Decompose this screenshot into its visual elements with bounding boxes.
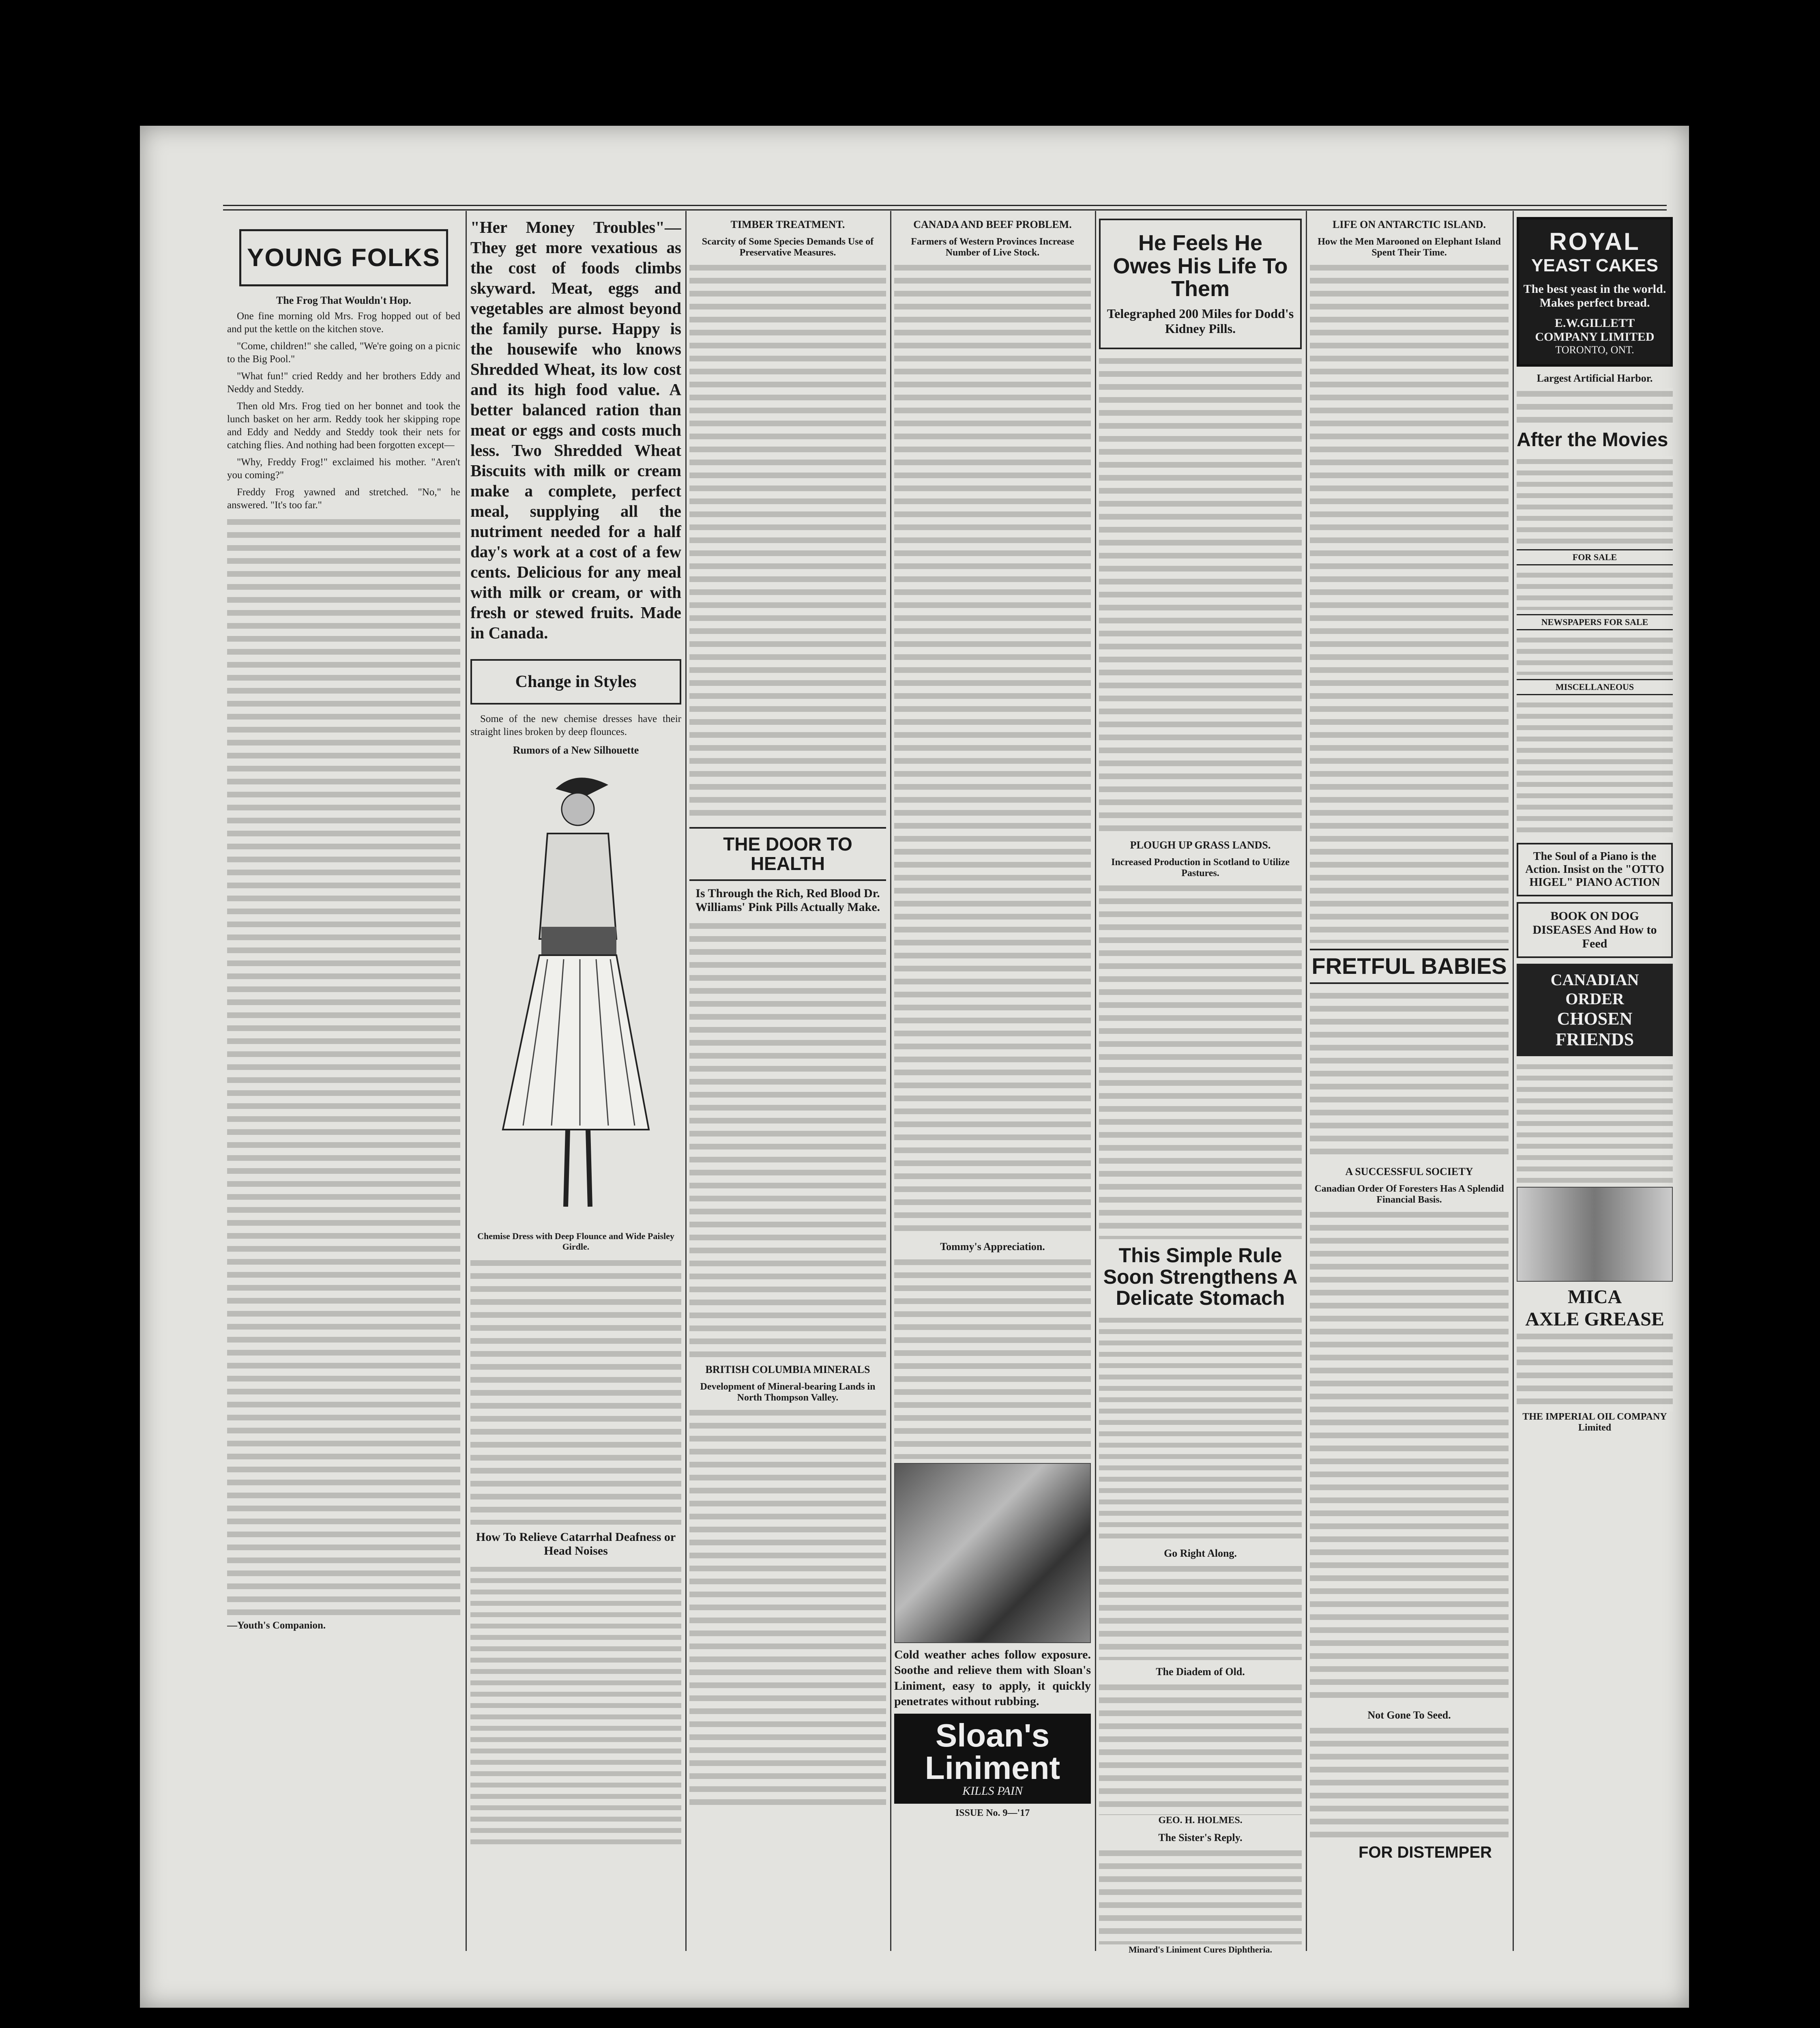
timber-heading: TIMBER TREATMENT. [730, 219, 845, 230]
header-rule [223, 205, 1667, 211]
canadian-order-label: CANADIAN ORDER [1550, 971, 1639, 1008]
column-ads [1517, 213, 1673, 1433]
paragraph: "Why, Freddy Frog!" exclaimed his mother. "Aren't you coming?" [227, 457, 460, 481]
chosen-friends-label: CHOSEN FRIENDS [1555, 1009, 1634, 1050]
column-young-folks [227, 213, 460, 1636]
body-text-block [1310, 990, 1509, 1160]
body-text-block [1099, 882, 1302, 1239]
newspaper-page [140, 126, 1689, 2008]
column-antarctic [1310, 213, 1509, 1867]
body-text-block [1099, 355, 1302, 834]
sloans-brand: Sloan's Liniment [925, 1717, 1060, 1786]
body-text-block [1517, 456, 1673, 545]
change-in-styles-heading: Change in Styles [515, 672, 637, 692]
society-heading: A SUCCESSFUL SOCIETY [1345, 1165, 1473, 1177]
royal-company: E.W.GILLETT COMPANY LIMITED [1535, 316, 1655, 344]
royal-city: TORONTO, ONT. [1555, 344, 1634, 356]
column-shredded-wheat [470, 213, 681, 1848]
paragraph: "Come, children!" she called, "We're going on a picnic to the Big Pool." [227, 341, 460, 365]
silhouette-heading: Rumors of a New Silhouette [513, 744, 639, 756]
newspapers-heading: NEWSPAPERS FOR SALE [1517, 614, 1673, 630]
column-divider [1095, 211, 1096, 1951]
beef-subheading: Farmers of Western Provinces Increase Number of Live Stock. [911, 236, 1074, 258]
simple-rule-heading: This Simple Rule Soon Strengthens A Delicate Stomach [1103, 1244, 1298, 1310]
timber-subheading: Scarcity of Some Species Demands Use of Preservative Measures. [702, 236, 874, 258]
plough-heading: PLOUGH UP GRASS LANDS. [1130, 839, 1271, 851]
body-text-block [894, 262, 1091, 1235]
paragraph: Freddy Frog yawned and stretched. "No," he answered. "It's too far." [227, 487, 460, 511]
society-subheading: Canadian Order Of Foresters Has A Splendid Financial Basis. [1314, 1183, 1504, 1205]
body-text-block [470, 1257, 681, 1525]
column-divider [466, 211, 467, 1951]
classified-text [1517, 634, 1673, 675]
paragraph: "What fun!" cried Reddy and her brothers Eddy and Neddy and Steddy. [227, 371, 460, 395]
column-divider [890, 211, 891, 1951]
royal-tagline: The best yeast in the world. Makes perfect bread. [1523, 282, 1666, 309]
body-text-block [1310, 1725, 1509, 1838]
bc-minerals-heading: BRITISH COLUMBIA MINERALS [705, 1363, 870, 1375]
not-gone-heading: Not Gone To Seed. [1367, 1709, 1451, 1721]
owes-life-subheading: Telegraphed 200 Miles for Dodd's Kidney Pills. [1107, 306, 1294, 336]
imperial-oil-label: THE IMPERIAL OIL COMPANY Limited [1522, 1411, 1667, 1433]
door-to-health-subheading: Is Through the Rich, Red Blood Dr. Williams' Pink Pills Actually Make. [695, 886, 880, 914]
after-movies-heading: After the Movies [1517, 429, 1668, 451]
grease-illustration [1517, 1187, 1673, 1282]
letter-signoff: GEO. H. HOLMES. [1158, 1815, 1243, 1826]
body-text-block [1310, 262, 1509, 943]
minard-notice: Minard's Liniment Cures Diphtheria. [1128, 1944, 1273, 1955]
body-text-block [227, 516, 460, 1619]
owes-life-heading: He Feels He Owes His Life To Them [1113, 231, 1288, 301]
body-text-block [1517, 1061, 1673, 1183]
body-text-block [1099, 1681, 1302, 1815]
right-along-heading: Go Right Along. [1164, 1547, 1237, 1559]
dodds-ad [1099, 219, 1302, 349]
door-to-health-heading: THE DOOR TO HEALTH [723, 834, 852, 874]
antarctic-subheading: How the Men Marooned on Elephant Island Spent Their Time. [1318, 236, 1501, 258]
catarrh-heading: How To Relieve Catarrhal Deafness or Head Noises [476, 1530, 676, 1558]
sloans-logo [894, 1714, 1091, 1804]
change-in-styles-box [470, 659, 681, 705]
yeast-cakes-label: YEAST CAKES [1531, 256, 1658, 275]
antarctic-heading: LIFE ON ANTARCTIC ISLAND. [1332, 219, 1486, 230]
otto-higel-ad: The Soul of a Piano is the Action. Insist on the "OTTO HIGEL" PIANO ACTION [1517, 843, 1673, 896]
column-divider [685, 211, 687, 1951]
sloans-tagline: KILLS PAIN [962, 1784, 1023, 1798]
door-to-health-box [689, 827, 886, 881]
story-title: The Frog That Wouldn't Hop. [276, 294, 412, 306]
body-text-block [689, 1407, 886, 1812]
diadem-heading: The Diadem of Old. [1156, 1665, 1245, 1678]
shredded-wheat-ad: "Her Money Troubles"—They get more vexatious as the cost of foods climbs skyward. Meat, eggs and vegetables are almost beyond the family purse. Happy is the housewife who knows Shredded Wheat, its low cost and its high food value. A better balanced ration than meat or eggs and costs much less. Two Shredded Wheat Biscuits with milk or cream make a complete, perfect meal, supplying all the nutriment needed for a half day's work at a cost of a few cents. Delicious for any meal with milk or cream, or with fresh or stewed fruits. Made in Canada. [470, 218, 681, 642]
fretful-babies-heading: FRETFUL BABIES [1310, 949, 1509, 984]
for-sale-heading: FOR SALE [1517, 549, 1673, 565]
misc-heading: MISCELLANEOUS [1517, 679, 1673, 695]
classified-text [1517, 569, 1673, 610]
body-text-block [689, 920, 886, 1358]
paragraph: One fine morning old Mrs. Frog hopped out of bed and put the kettle on the kitchen stove. [227, 311, 460, 335]
distemper-heading: FOR DISTEMPER [1359, 1843, 1492, 1861]
column-dodds [1099, 213, 1302, 1955]
young-folks-heading: YOUNG FOLKS [239, 229, 448, 286]
tommy-heading: Tommy's Appreciation. [940, 1241, 1045, 1252]
issue-number: ISSUE No. 9—'17 [955, 1807, 1030, 1818]
body-text-block [1099, 1563, 1302, 1660]
mica-label: MICA [1567, 1286, 1622, 1308]
bc-minerals-subheading: Development of Mineral-bearing Lands in North Thompson Valley. [700, 1381, 876, 1403]
royal-brand: ROYAL [1549, 228, 1640, 255]
paragraph: Some of the new chemise dresses have their straight lines broken by deep flounces. [470, 713, 681, 738]
plough-subheading: Increased Production in Scotland to Utilize Pastures. [1111, 857, 1290, 879]
body-text-block [470, 1564, 681, 1848]
body-text-block [1310, 1209, 1509, 1704]
sloans-ad-text: Cold weather aches follow exposure. Soothe and relieve them with Sloan's Liniment, easy to apply, it quickly penetrates without rubbing. [894, 1648, 1091, 1708]
body-text-block [1517, 1330, 1673, 1411]
body-text-block [894, 1256, 1091, 1459]
column-divider [1513, 211, 1514, 1951]
beef-heading: CANADA AND BEEF PROBLEM. [913, 219, 1072, 230]
story-source: —Youth's Companion. [227, 1620, 326, 1631]
body-text-block [1517, 388, 1673, 424]
classified-text [1517, 699, 1673, 837]
paragraph: Then old Mrs. Frog tied on her bonnet and took the lunch basket on her arm. Reddy took her skipping rope and Eddy and Neddy and Steddy took their nets for catching flies. And nothing had been forgotten except— [227, 401, 460, 451]
column-divider [1306, 211, 1307, 1951]
column-timber [689, 213, 886, 1812]
sloans-illustration [894, 1463, 1091, 1643]
chosen-friends-ad [1517, 964, 1673, 1056]
sister-heading: The Sister's Reply. [1158, 1831, 1243, 1843]
royal-yeast-ad [1517, 217, 1673, 367]
dog-diseases-ad: BOOK ON DOG DISEASES And How to Feed [1517, 902, 1673, 958]
body-text-block [1099, 1847, 1302, 1944]
dress-illustration [487, 765, 665, 1223]
dress-figure-icon [487, 765, 665, 1223]
harbor-heading: Largest Artificial Harbor. [1537, 372, 1653, 384]
figure-caption: Chemise Dress with Deep Flounce and Wide Paisley Girdle. [477, 1231, 674, 1252]
body-text-block [1099, 1315, 1302, 1542]
body-text-block [689, 262, 886, 821]
column-beef [894, 213, 1091, 1819]
axle-grease-label: AXLE GREASE [1525, 1308, 1664, 1330]
